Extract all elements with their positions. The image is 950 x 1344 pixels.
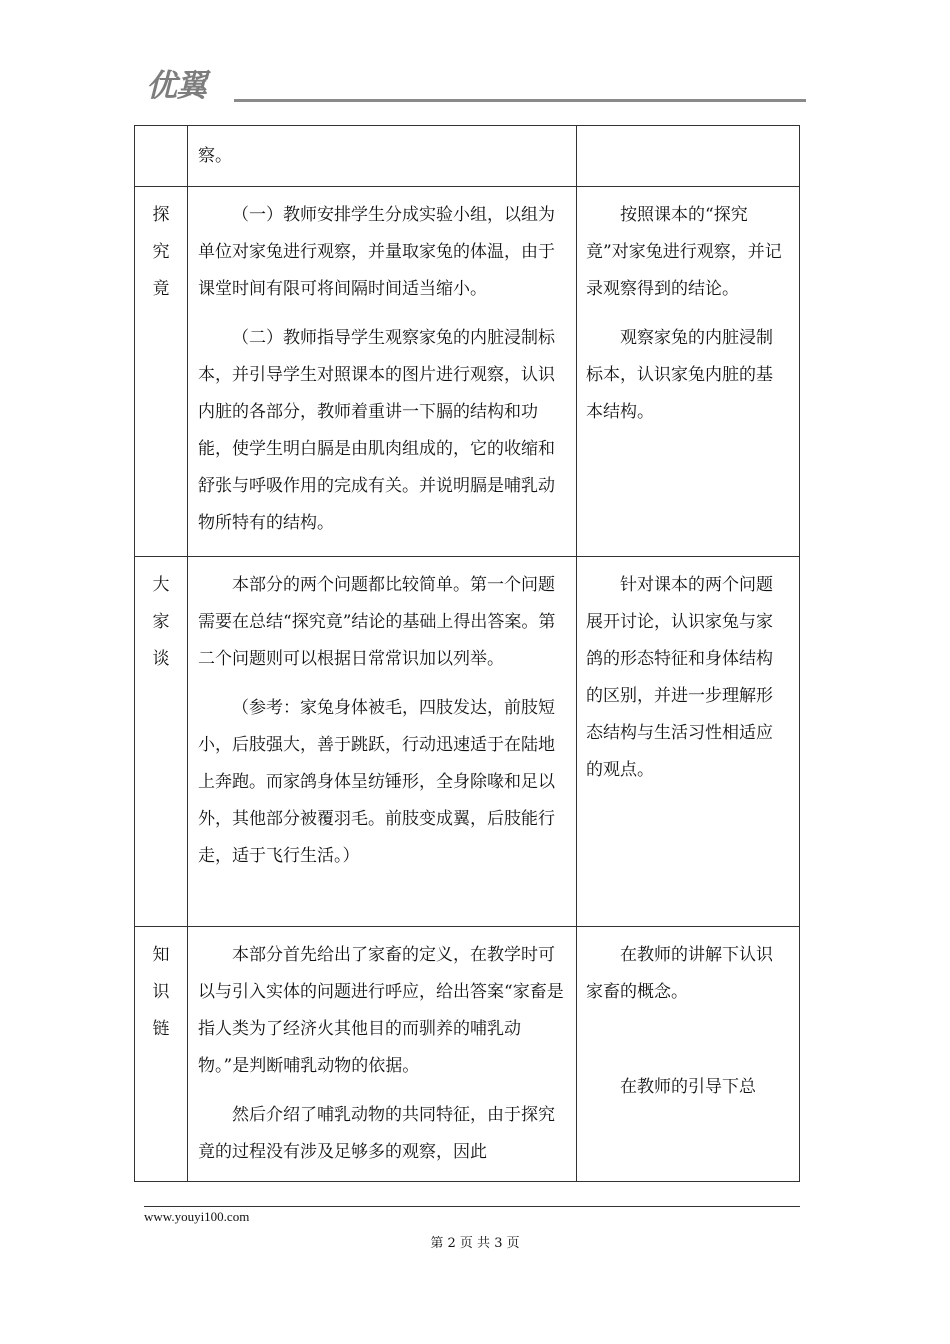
label-char: 竟	[152, 279, 170, 299]
table-row	[135, 557, 800, 927]
label-char: 链	[152, 1019, 170, 1039]
paragraph: 在教师的引导下总	[620, 1077, 756, 1097]
label-char: 谈	[152, 649, 170, 669]
page-number: 第 2 页 共 3 页	[430, 1236, 520, 1251]
row-label	[135, 557, 188, 927]
paragraph: 本部分的两个问题都比较简单。第一个问题需要在总结“探究竟”结论的基础上得出答案。第二个问题则可以根据日常常识加以列举。	[198, 575, 556, 669]
teacher-activity	[188, 187, 577, 557]
label-char: 探	[152, 205, 170, 225]
student-activity	[577, 187, 800, 557]
paragraph: （参考：家兔身体被毛，四肢发达，前肢短小，后肢强大，善于跳跃，行动迅速适于在陆地上奔跑。而家鸽身体呈纺锤形，全身除喙和足以外，其他部分被覆羽毛。前肢变成翼，后肢能行走，适于飞行生活。）	[198, 698, 555, 866]
paragraph: （一）教师安排学生分成实验小组，以组为单位对家兔进行观察，并量取家兔的体温，由于课堂时间有限可将间隔时间适当缩小。	[198, 205, 555, 299]
teacher-activity	[188, 557, 577, 927]
table-row	[135, 927, 800, 1182]
table-row	[135, 187, 800, 557]
label-char: 识	[152, 982, 170, 1002]
paragraph: 然后介绍了哺乳动物的共同特征，由于探究竟的过程没有涉及足够多的观察，因此	[198, 1105, 555, 1162]
row-label	[135, 126, 188, 187]
paragraph: 按照课本的“探究竟”对家兔进行观察，并记录观察得到的结论。	[586, 205, 782, 299]
paragraph: 针对课本的两个问题展开讨论，认识家兔与家鸽的形态特征和身体结构的区别，并进一步理解形态结构与生活习性相适应的观点。	[586, 575, 773, 780]
student-activity	[577, 126, 800, 187]
paragraph: 察。	[198, 146, 232, 166]
footer-rule	[144, 1206, 800, 1207]
student-activity	[577, 927, 800, 1182]
paragraph: 在教师的讲解下认识家畜的概念。	[586, 945, 773, 1002]
row-label	[135, 187, 188, 557]
label-char: 究	[152, 242, 170, 262]
label-char: 知	[152, 945, 170, 965]
label-char: 大	[152, 575, 170, 595]
paragraph: 观察家兔的内脏浸制标本，认识家兔内脏的基本结构。	[586, 328, 773, 422]
row-label	[135, 927, 188, 1182]
footer-url: www.youyi100.com	[144, 1209, 250, 1224]
header-rule	[234, 99, 806, 102]
logo-text: 优翼	[146, 68, 206, 104]
student-activity	[577, 557, 800, 927]
table-row	[135, 126, 800, 187]
paragraph: （二）教师指导学生观察家兔的内脏浸制标本，并引导学生对照课本的图片进行观察，认识内脏的各部分，教师着重讲一下膈的结构和功能，使学生明白膈是由肌肉组成的，它的收缩和舒张与呼吸作用的完成有关。并说明膈是哺乳动物所特有的结构。	[198, 328, 555, 533]
teacher-activity	[188, 126, 577, 187]
paragraph: 本部分首先给出了家畜的定义，在教学时可以与引入实体的问题进行呼应，给出答案“家畜是指人类为了经济火其他目的而驯养的哺乳动物。”是判断哺乳动物的依据。	[198, 945, 564, 1076]
label-char: 家	[152, 612, 170, 632]
brand-logo	[146, 66, 806, 106]
teacher-activity	[188, 927, 577, 1182]
lesson-table	[134, 125, 800, 1182]
